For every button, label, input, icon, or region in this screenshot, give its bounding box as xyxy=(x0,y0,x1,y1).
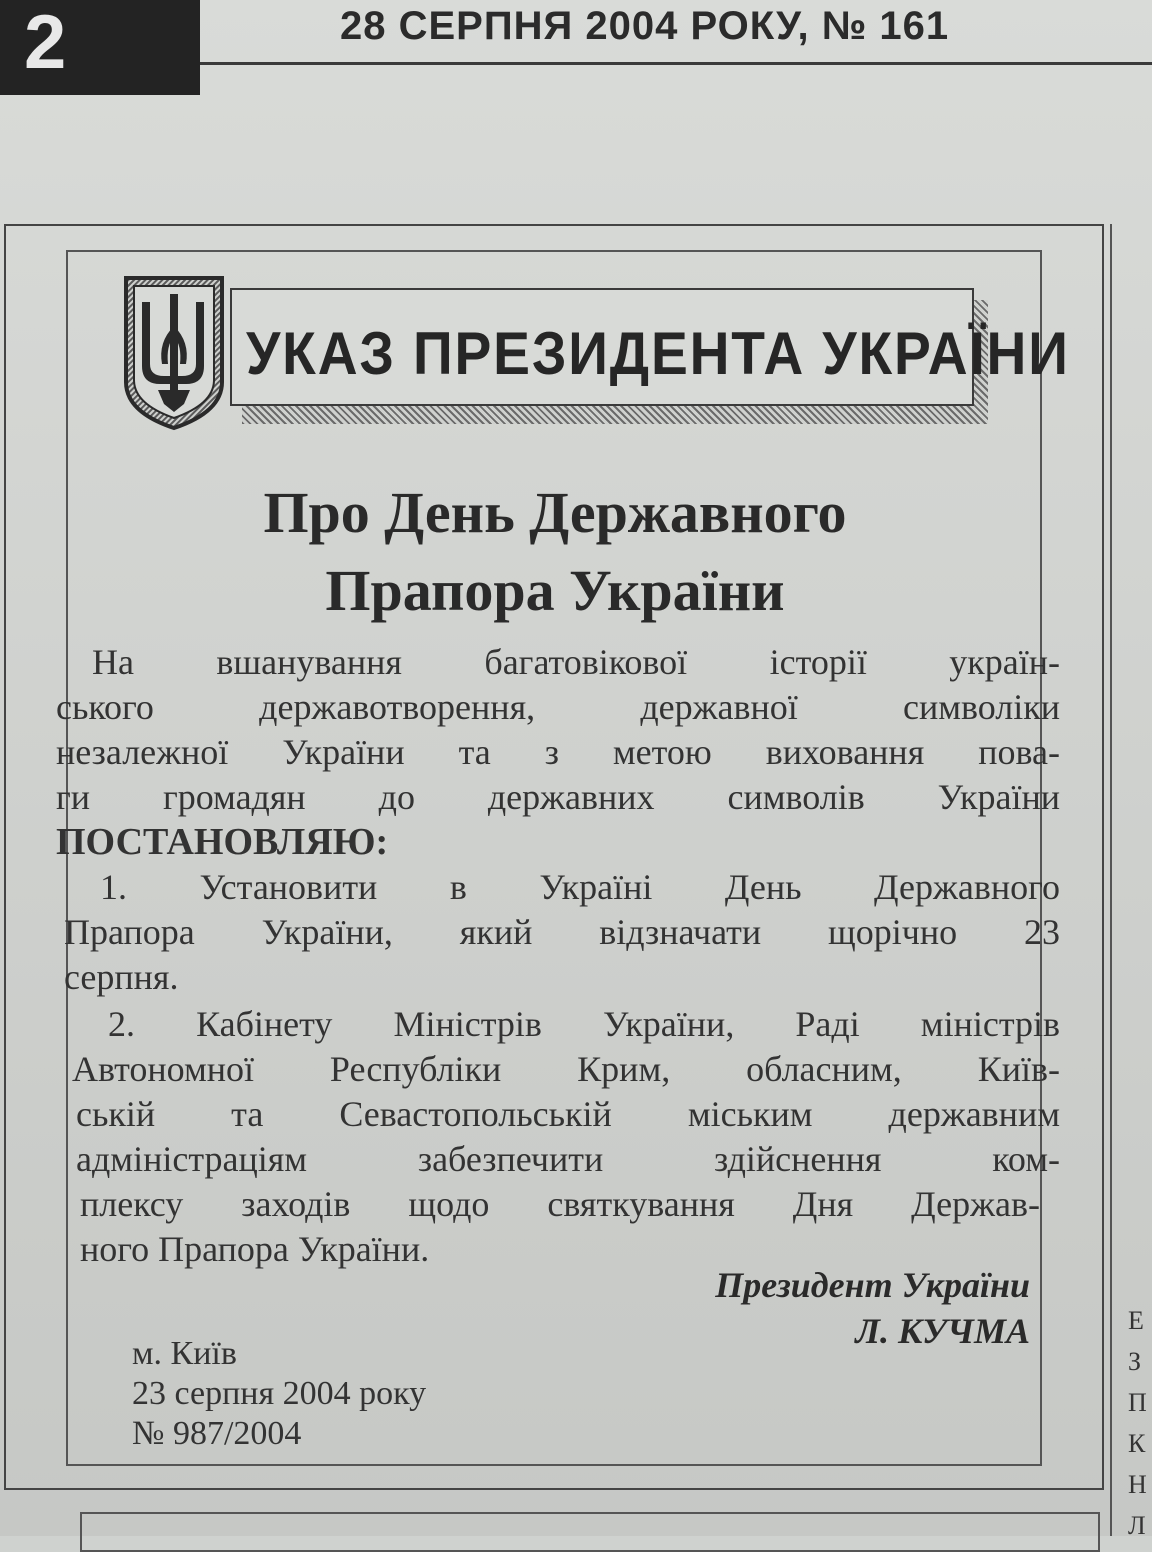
place-date-block xyxy=(132,1334,426,1454)
preamble-line: незалежної України та з метою виховання пова- xyxy=(56,732,1060,772)
decree-body xyxy=(56,640,1060,1272)
signature-title: Президент України xyxy=(715,1265,1030,1305)
decree-place: м. Київ xyxy=(132,1335,237,1372)
ordain-heading: ПОСТАНОВЛЯЮ: xyxy=(56,821,389,863)
adjacent-letter: К xyxy=(1128,1429,1146,1458)
decree-date: 23 серпня 2004 року xyxy=(132,1375,427,1412)
decree-number: № 987/2004 xyxy=(132,1415,302,1452)
signature-block xyxy=(715,1262,1030,1354)
adjacent-column-fragment xyxy=(1128,1300,1152,1546)
item2-line: 2. Кабінету Міністрів України, Раді міністрів xyxy=(108,1004,1060,1044)
trident-icon xyxy=(118,272,228,432)
adjacent-letter: Л xyxy=(1128,1511,1146,1540)
preamble-line: На вшанування багатовікової історії україн- xyxy=(92,642,1060,682)
decree-title xyxy=(70,474,1040,630)
title-line: Прапора України xyxy=(325,558,785,623)
column-divider xyxy=(1110,224,1112,1536)
adjacent-letter: Е xyxy=(1128,1306,1144,1335)
item2-line: ного Прапора України. xyxy=(80,1229,430,1269)
title-line: Про День Державного xyxy=(263,480,847,545)
item2-line: ській та Севастопольській міським державним xyxy=(76,1094,1060,1134)
page-number: 2 xyxy=(0,0,200,95)
decree-banner-title: УКАЗ ПРЕЗИДЕНТА УКРАЇНИ xyxy=(246,320,1070,387)
item1-line: Прапора України, який відзначати щорічно 23 xyxy=(64,912,1060,952)
item1-line: серпня. xyxy=(64,957,179,997)
item2-line: плексу заходів щодо святкування Дня Держав- xyxy=(80,1184,1040,1224)
item2-line: адміністраціям забезпечити здійснення ком- xyxy=(76,1139,1060,1179)
issue-date-line: 28 СЕРПНЯ 2004 РОКУ, № 161 xyxy=(340,4,950,48)
header-rule xyxy=(200,62,1152,65)
adjacent-letter: П xyxy=(1128,1388,1147,1417)
preamble-line: ського державотворення, державної символіки xyxy=(56,687,1060,727)
preamble-line: ги громадян до державних символів України xyxy=(56,777,1060,817)
item1-line: 1. Установити в Україні День Державного xyxy=(100,867,1060,907)
signature-name: Л. КУЧМА xyxy=(855,1311,1030,1351)
next-article-frame xyxy=(80,1512,1100,1552)
item2-line: Автономної Республіки Крим, обласним, Київ- xyxy=(72,1049,1060,1089)
adjacent-letter: З xyxy=(1128,1347,1142,1376)
adjacent-letter: Н xyxy=(1128,1470,1147,1499)
